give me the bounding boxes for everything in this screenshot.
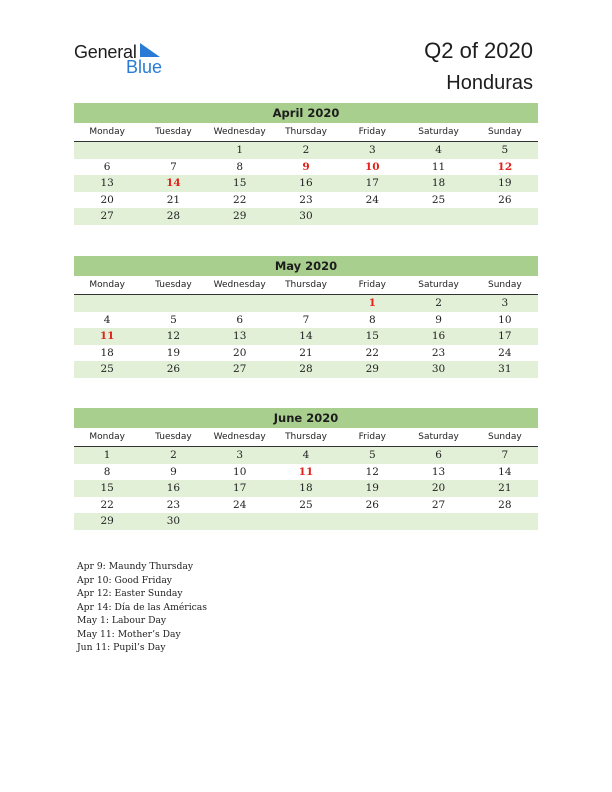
empty-day-cell bbox=[74, 295, 140, 312]
day-cell: 21 bbox=[166, 193, 181, 206]
day-cell: 18 bbox=[100, 346, 114, 359]
day-cell: 2 bbox=[435, 297, 442, 309]
weekday-label: Tuesday bbox=[155, 280, 192, 290]
day-cell: 30 bbox=[166, 515, 181, 527]
weekday-label: Saturday bbox=[418, 280, 459, 290]
day-cell: 28 bbox=[299, 363, 313, 375]
empty-day-cell bbox=[273, 295, 339, 312]
day-cell: 6 bbox=[103, 160, 111, 173]
day-cell: 3 bbox=[236, 449, 244, 461]
empty-day-cell bbox=[207, 295, 273, 312]
empty-day-cell bbox=[140, 142, 206, 159]
day-cell: 7 bbox=[170, 160, 177, 173]
week-row bbox=[74, 497, 538, 514]
week-row bbox=[74, 328, 538, 345]
week-row bbox=[74, 361, 538, 378]
day-cell: 23 bbox=[431, 346, 446, 359]
day-cell: 13 bbox=[431, 465, 446, 478]
week-row bbox=[74, 312, 538, 329]
day-cell: 11 bbox=[431, 160, 446, 173]
day-cell: 17 bbox=[498, 330, 512, 342]
weekday-label: Saturday bbox=[418, 127, 459, 137]
day-cell: 28 bbox=[166, 210, 181, 222]
day-cell: 1 bbox=[103, 449, 111, 461]
day-cell: 3 bbox=[501, 297, 509, 309]
page-title: Q2 of 2020 bbox=[424, 38, 533, 63]
day-cell: 15 bbox=[365, 330, 379, 342]
weekday-header-row bbox=[74, 123, 538, 142]
day-cell: 25 bbox=[431, 193, 446, 206]
day-cell: 10 bbox=[364, 160, 380, 173]
day-cell: 5 bbox=[368, 449, 376, 461]
logo-blue-text: Blue bbox=[126, 57, 163, 77]
weekday-label: Tuesday bbox=[155, 432, 192, 442]
month-title: May 2020 bbox=[74, 256, 538, 276]
weekday-label: Saturday bbox=[418, 432, 459, 442]
day-cell: 24 bbox=[498, 346, 512, 359]
day-cell: 23 bbox=[166, 498, 181, 511]
holiday-note: May 11: Mother’s Day bbox=[77, 628, 181, 640]
day-cell: 17 bbox=[365, 177, 379, 189]
day-cell: 17 bbox=[233, 482, 247, 494]
month-title: June 2020 bbox=[74, 408, 538, 428]
weekday-label: Wednesday bbox=[213, 280, 266, 290]
empty-day-cell bbox=[339, 513, 405, 530]
weekday-label: Monday bbox=[89, 280, 125, 290]
day-cell: 12 bbox=[497, 160, 513, 173]
day-cell: 3 bbox=[368, 144, 376, 156]
day-cell: 6 bbox=[435, 449, 442, 461]
day-cell: 9 bbox=[435, 313, 442, 326]
weekday-label: Monday bbox=[89, 432, 125, 442]
week-row bbox=[74, 480, 538, 497]
empty-day-cell bbox=[273, 513, 339, 530]
day-cell: 1 bbox=[236, 144, 244, 156]
day-cell: 22 bbox=[100, 498, 114, 511]
day-cell: 8 bbox=[368, 313, 376, 326]
day-cell: 27 bbox=[233, 363, 247, 375]
week-row bbox=[74, 345, 538, 362]
day-cell: 19 bbox=[498, 177, 512, 189]
day-cell: 16 bbox=[431, 330, 446, 342]
day-cell: 15 bbox=[233, 177, 247, 189]
day-cell: 27 bbox=[100, 210, 114, 222]
day-cell: 20 bbox=[100, 193, 114, 206]
holiday-note: Apr 12: Easter Sunday bbox=[77, 588, 183, 599]
day-cell: 9 bbox=[170, 465, 177, 478]
weekday-header-row bbox=[74, 276, 538, 295]
week-row bbox=[74, 513, 538, 530]
weekday-label: Wednesday bbox=[213, 127, 266, 137]
day-cell: 25 bbox=[100, 363, 114, 375]
empty-day-cell bbox=[405, 513, 471, 530]
day-cell: 24 bbox=[365, 193, 379, 206]
day-cell: 25 bbox=[299, 498, 313, 511]
day-cell: 6 bbox=[236, 313, 244, 326]
empty-day-cell bbox=[405, 208, 471, 225]
day-cell: 30 bbox=[299, 210, 313, 222]
day-cell: 16 bbox=[299, 177, 313, 189]
day-cell: 19 bbox=[166, 346, 181, 359]
week-row bbox=[74, 208, 538, 225]
day-cell: 19 bbox=[365, 482, 379, 494]
day-cell: 22 bbox=[365, 346, 379, 359]
day-cell: 12 bbox=[166, 330, 181, 342]
month-june bbox=[74, 408, 538, 530]
day-cell: 13 bbox=[233, 330, 247, 342]
logo bbox=[74, 42, 184, 78]
weekday-label: Wednesday bbox=[213, 432, 266, 442]
day-cell: 18 bbox=[299, 482, 313, 494]
day-cell: 23 bbox=[299, 193, 313, 206]
holiday-note: May 1: Labour Day bbox=[77, 615, 167, 626]
day-cell: 15 bbox=[100, 482, 114, 494]
day-cell: 30 bbox=[431, 363, 446, 375]
week-row bbox=[74, 192, 538, 209]
holiday-notes bbox=[77, 560, 207, 655]
day-cell: 11 bbox=[298, 465, 314, 478]
empty-day-cell bbox=[339, 208, 405, 225]
day-cell: 26 bbox=[166, 363, 181, 375]
day-cell: 29 bbox=[100, 515, 114, 527]
day-cell: 27 bbox=[431, 498, 446, 511]
month-april bbox=[74, 103, 538, 225]
day-cell: 28 bbox=[498, 498, 512, 511]
day-cell: 31 bbox=[498, 363, 512, 375]
weekday-label: Sunday bbox=[488, 280, 522, 290]
logo-general-text: General bbox=[74, 42, 137, 62]
day-cell: 8 bbox=[236, 160, 244, 173]
month-may bbox=[74, 256, 538, 378]
week-row bbox=[74, 142, 538, 159]
weekday-header-row bbox=[74, 428, 538, 447]
month-title: April 2020 bbox=[74, 103, 538, 123]
weekday-label: Friday bbox=[358, 432, 386, 442]
day-cell: 12 bbox=[365, 465, 379, 478]
day-cell: 5 bbox=[501, 144, 509, 156]
day-cell: 26 bbox=[498, 193, 512, 206]
holiday-note: Apr 14: Día de las Américas bbox=[77, 601, 207, 613]
day-cell: 20 bbox=[233, 346, 247, 359]
day-cell: 5 bbox=[170, 313, 177, 326]
weekday-label: Friday bbox=[358, 127, 386, 137]
weekday-label: Friday bbox=[358, 280, 386, 290]
weekday-label: Sunday bbox=[488, 432, 522, 442]
day-cell: 8 bbox=[103, 465, 111, 478]
empty-day-cell bbox=[472, 513, 538, 530]
day-cell: 4 bbox=[302, 449, 310, 461]
day-cell: 7 bbox=[302, 313, 310, 326]
day-cell: 10 bbox=[498, 313, 512, 326]
day-cell: 4 bbox=[103, 313, 111, 326]
day-cell: 1 bbox=[368, 297, 376, 309]
week-row bbox=[74, 175, 538, 192]
day-cell: 29 bbox=[365, 363, 379, 375]
weekday-label: Tuesday bbox=[155, 127, 192, 137]
holiday-note: Apr 9: Maundy Thursday bbox=[77, 561, 194, 572]
day-cell: 14 bbox=[299, 330, 313, 342]
weekday-label: Thursday bbox=[285, 127, 327, 137]
country-name: Honduras bbox=[446, 72, 533, 94]
holiday-note: Jun 11: Pupil’s Day bbox=[77, 642, 166, 653]
week-row bbox=[74, 295, 538, 312]
empty-day-cell bbox=[74, 142, 140, 159]
day-cell: 9 bbox=[302, 160, 310, 173]
day-cell: 21 bbox=[299, 346, 313, 359]
holiday-note: Apr 10: Good Friday bbox=[77, 574, 172, 586]
day-cell: 2 bbox=[170, 449, 177, 461]
weekday-label: Sunday bbox=[488, 127, 522, 137]
day-cell: 18 bbox=[431, 177, 446, 189]
day-cell: 14 bbox=[498, 465, 512, 478]
day-cell: 10 bbox=[233, 465, 247, 478]
weekday-label: Monday bbox=[89, 127, 125, 137]
day-cell: 14 bbox=[166, 177, 181, 189]
day-cell: 11 bbox=[99, 330, 115, 342]
week-row bbox=[74, 159, 538, 176]
week-row bbox=[74, 464, 538, 481]
day-cell: 7 bbox=[501, 449, 509, 461]
weekday-label: Thursday bbox=[285, 432, 327, 442]
weekday-label: Thursday bbox=[285, 280, 327, 290]
day-cell: 16 bbox=[166, 482, 181, 494]
day-cell: 29 bbox=[233, 210, 247, 222]
day-cell: 22 bbox=[233, 193, 247, 206]
week-row bbox=[74, 447, 538, 464]
empty-day-cell bbox=[140, 295, 206, 312]
day-cell: 13 bbox=[100, 177, 114, 189]
day-cell: 20 bbox=[431, 482, 446, 494]
day-cell: 26 bbox=[365, 498, 379, 511]
day-cell: 2 bbox=[302, 144, 310, 156]
day-cell: 21 bbox=[498, 482, 512, 494]
empty-day-cell bbox=[207, 513, 273, 530]
day-cell: 24 bbox=[233, 498, 247, 511]
day-cell: 4 bbox=[435, 144, 442, 156]
empty-day-cell bbox=[472, 208, 538, 225]
